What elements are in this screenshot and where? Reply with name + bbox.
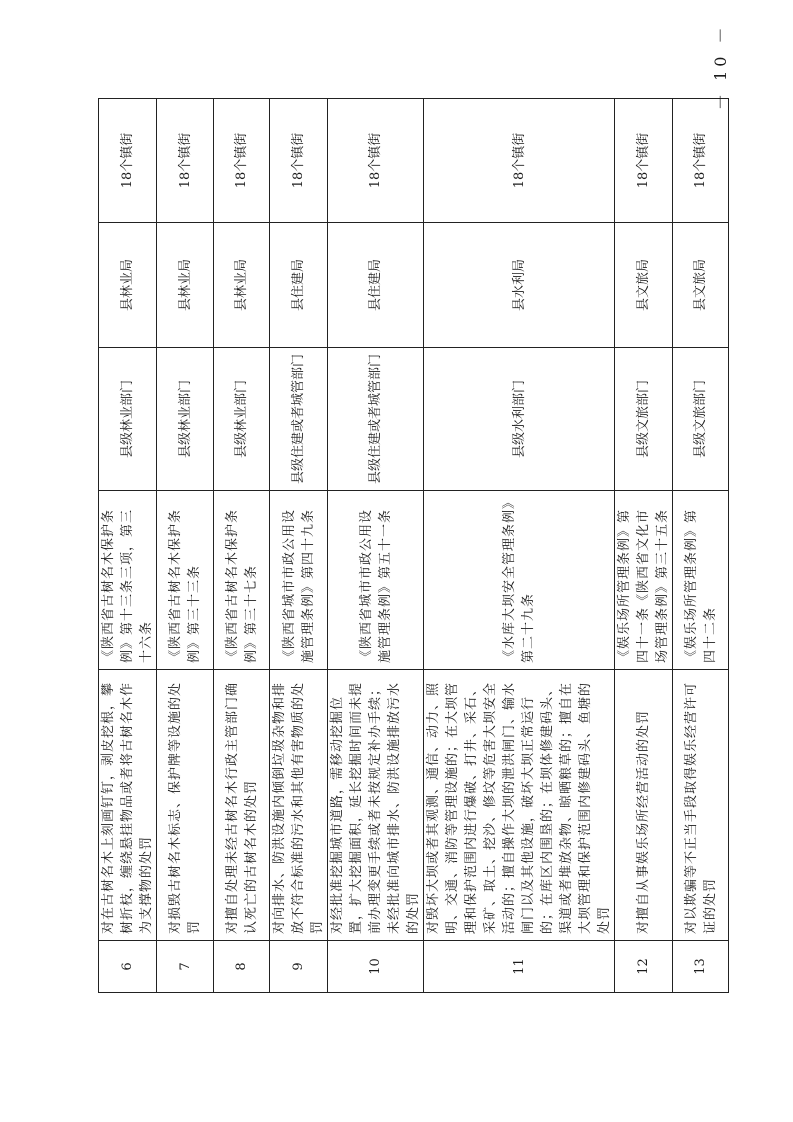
legal-basis: 《陕西省古树名木保护条例》第三十七条 xyxy=(214,491,270,670)
executing-office: 县林业局 xyxy=(157,223,214,348)
enforcement-item: 对损毁古树名木标志、保护牌等设施的处罚 xyxy=(157,670,214,941)
executing-office: 县住建局 xyxy=(328,223,424,348)
applicable-scope: 18个镇街 xyxy=(214,99,270,223)
responsible-department: 县级文旅部门 xyxy=(615,348,673,491)
enforcement-items-table xyxy=(98,98,729,993)
responsible-department: 县级住建或者城管部门 xyxy=(328,348,424,491)
legal-basis: 《陕西省古树名木保护条例》第三十三条 xyxy=(157,491,214,670)
executing-office: 县林业局 xyxy=(99,223,157,348)
executing-office: 县文旅局 xyxy=(615,223,673,348)
row-number: 9 xyxy=(270,941,328,993)
applicable-scope: 18个镇街 xyxy=(673,99,729,223)
page-number: － 10 － xyxy=(711,23,730,110)
enforcement-item: 对经批准挖掘城市道路，需移动挖掘位置，扩大挖掘面积，延长挖掘时间而未提前办理变更手续或者未按规定补办手续；未经批准向城市排水、防洪设施排放污水的处罚 xyxy=(328,670,424,941)
enforcement-item: 对在古树名木上刻画钉钉，剥皮挖根，攀树折枝，缠绕悬挂物品或者将古树名木作为支撑物的处罚 xyxy=(99,670,157,941)
responsible-department: 县级文旅部门 xyxy=(673,348,729,491)
table-row xyxy=(615,99,673,993)
table-row xyxy=(99,99,157,993)
responsible-department: 县级住建或者城管部门 xyxy=(270,348,328,491)
row-number: 8 xyxy=(214,941,270,993)
enforcement-item: 对以欺骗等不正当手段取得娱乐经营许可证的处罚 xyxy=(673,670,729,941)
enforcement-item: 对毁坏大坝或者其观测、通信、动力、照明、交通、消防等管理设施的；在大坝管理和保护范围内进行爆破、打井、采石、采矿、取土、挖沙、修坟等危害大坝安全活动的；擅自操作大坝的泄洪闸门、输水闸门以及其他设施，破坏大坝正常运行的；在库区内围垦的；在坝体修建码头、渠道或者堆放杂物、晾晒粮草的；擅自在大坝管理和保护范围内修建码头、鱼塘的处罚 xyxy=(424,670,615,941)
legal-basis: 《水库大坝安全管理条例》第二十九条 xyxy=(424,491,615,670)
table-row xyxy=(214,99,270,993)
legal-basis: 《娱乐场所管理条例》第四十二条 xyxy=(673,491,729,670)
legal-basis: 《陕西省古树名木保护条例》第十三条三项，第三十六条 xyxy=(99,491,157,670)
row-number: 12 xyxy=(615,941,673,993)
row-number: 13 xyxy=(673,941,729,993)
executing-office: 县住建局 xyxy=(270,223,328,348)
executing-office: 县林业局 xyxy=(214,223,270,348)
row-number: 6 xyxy=(99,941,157,993)
row-number: 10 xyxy=(328,941,424,993)
table-row xyxy=(424,99,615,993)
responsible-department: 县级林业部门 xyxy=(157,348,214,491)
applicable-scope: 18个镇街 xyxy=(328,99,424,223)
enforcement-item: 对擅自处理未经古树名木行政主管部门确认死亡的古树名木的处罚 xyxy=(214,670,270,941)
row-number: 7 xyxy=(157,941,214,993)
applicable-scope: 18个镇街 xyxy=(157,99,214,223)
table-row xyxy=(328,99,424,993)
legal-basis: 《陕西省城市市政公用设施管理条例》第四十九条 xyxy=(270,491,328,670)
table-row xyxy=(673,99,729,993)
executing-office: 县水利局 xyxy=(424,223,615,348)
enforcement-item: 对擅自从事娱乐场所经营活动的处罚 xyxy=(615,670,673,941)
responsible-department: 县级林业部门 xyxy=(99,348,157,491)
row-number: 11 xyxy=(424,941,615,993)
responsible-department: 县级水利部门 xyxy=(424,348,615,491)
enforcement-item: 对向排水、防洪设施内倾倒垃圾杂物和排放不符合标准的污水和其他有害物质的处罚 xyxy=(270,670,328,941)
legal-basis: 《陕西省城市市政公用设施管理条例》第五十一条 xyxy=(328,491,424,670)
legal-basis: 《娱乐场所管理条例》第四十一条《陕西省文化市场管理条例》第三十五条 xyxy=(615,491,673,670)
table-row xyxy=(270,99,328,993)
applicable-scope: 18个镇街 xyxy=(424,99,615,223)
table-row xyxy=(157,99,214,993)
applicable-scope: 18个镇街 xyxy=(270,99,328,223)
executing-office: 县文旅局 xyxy=(673,223,729,348)
responsible-department: 县级林业部门 xyxy=(214,348,270,491)
applicable-scope: 18个镇街 xyxy=(99,99,157,223)
applicable-scope: 18个镇街 xyxy=(615,99,673,223)
